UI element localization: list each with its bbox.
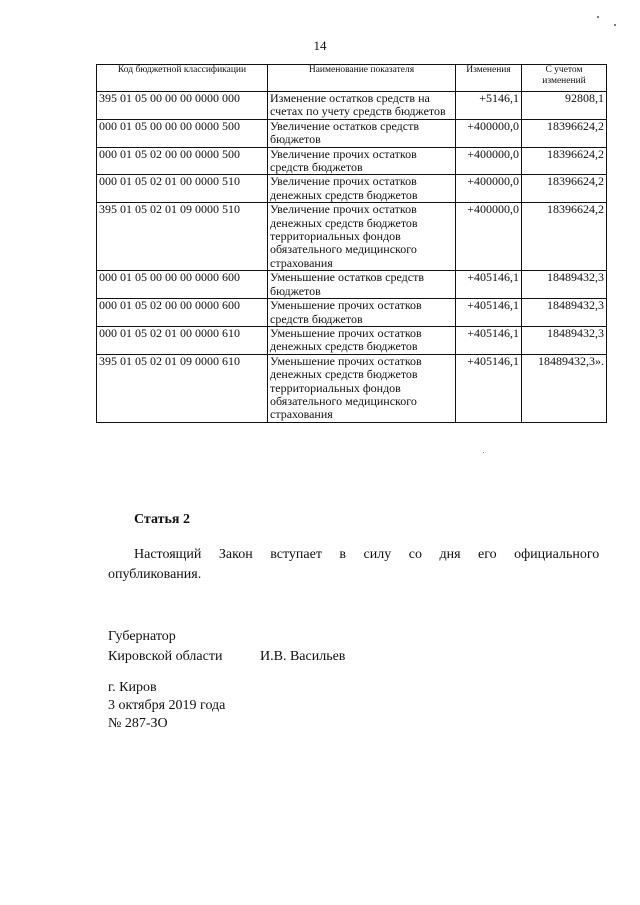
table-row [97,92,607,120]
signature-row [108,647,345,667]
row-change: +400000,0 [456,119,522,147]
row-total: 18489432,3». [522,354,607,422]
row-change: +5146,1 [456,92,522,120]
signature-name: И.В. Васильев [260,649,346,664]
row-total: 18489432,3 [522,271,607,299]
scan-speck [483,452,484,453]
article-text [108,545,606,585]
budget-sources-table [96,64,607,423]
table-row [97,271,607,299]
row-code: 000 01 05 00 00 00 0000 600 [97,271,268,299]
row-total: 18489432,3 [522,299,607,327]
article-text-line1: Настоящий Закон вступает в силу со дня его официального [134,547,600,562]
row-code: 395 01 05 02 01 09 0000 610 [97,354,268,422]
header-total: С учетом изменений [522,65,607,92]
row-total: 18489432,3 [522,326,607,354]
row-total: 18396624,2 [522,175,607,203]
row-code: 395 01 05 00 00 00 0000 000 [97,92,268,120]
table-row [97,326,607,354]
scan-speck [614,24,616,26]
row-code: 000 01 05 00 00 00 0000 500 [97,119,268,147]
table-row [97,299,607,327]
row-name: Уменьшение прочих остатков денежных средств бюджетов [268,326,456,354]
row-total: 18396624,2 [522,147,607,175]
place-date: 3 октября 2019 года [108,698,226,713]
row-change: +405146,1 [456,299,522,327]
table-header-row [97,65,607,92]
place-date-block [108,679,225,733]
table-row [97,354,607,422]
row-total: 18396624,2 [522,203,607,271]
row-name: Уменьшение прочих остатков средств бюджетов [268,299,456,327]
row-total: 92808,1 [522,92,607,120]
table-row [97,203,607,271]
row-code: 000 01 05 02 00 00 0000 500 [97,147,268,175]
row-name: Увеличение прочих остатков средств бюджетов [268,147,456,175]
signature-title-line2: Кировской области [108,649,223,664]
row-name: Изменение остатков средств на счетах по учету средств бюджетов [268,92,456,120]
signature-title-line1: Губернатор [108,629,176,644]
row-code: 000 01 05 02 01 00 0000 610 [97,326,268,354]
row-name: Увеличение остатков средств бюджетов [268,119,456,147]
row-total: 18396624,2 [522,119,607,147]
header-code: Код бюджетной классификации [97,65,268,92]
document-number: № 287-ЗО [108,716,168,731]
row-change: +400000,0 [456,175,522,203]
row-code: 395 01 05 02 01 09 0000 510 [97,203,268,271]
row-change: +405146,1 [456,326,522,354]
scan-speck [597,16,599,18]
table-row [97,147,607,175]
signature-block [108,627,345,667]
place-city: г. Киров [108,680,157,695]
page-number: 14 [313,38,327,53]
row-change: +405146,1 [456,354,522,422]
header-change: Изменения [456,65,522,92]
row-change: +405146,1 [456,271,522,299]
row-change: +400000,0 [456,147,522,175]
header-name: Наименование показателя [268,65,456,92]
row-name: Увеличение прочих остатков денежных средств бюджетов [268,175,456,203]
row-change: +400000,0 [456,203,522,271]
table-row [97,119,607,147]
row-name: Уменьшение прочих остатков денежных средств бюджетов территориальных фондов обязательного медицинского страхования [268,354,456,422]
row-code: 000 01 05 02 01 00 0000 510 [97,175,268,203]
article-text-line2: опубликования. [108,567,202,582]
row-code: 000 01 05 02 00 00 0000 600 [97,299,268,327]
row-name: Уменьшение остатков средств бюджетов [268,271,456,299]
article-heading: Статья 2 [134,512,190,527]
table-row [97,175,607,203]
row-name: Увеличение прочих остатков денежных средств бюджетов территориальных фондов обязательного медицинского страхования [268,203,456,271]
